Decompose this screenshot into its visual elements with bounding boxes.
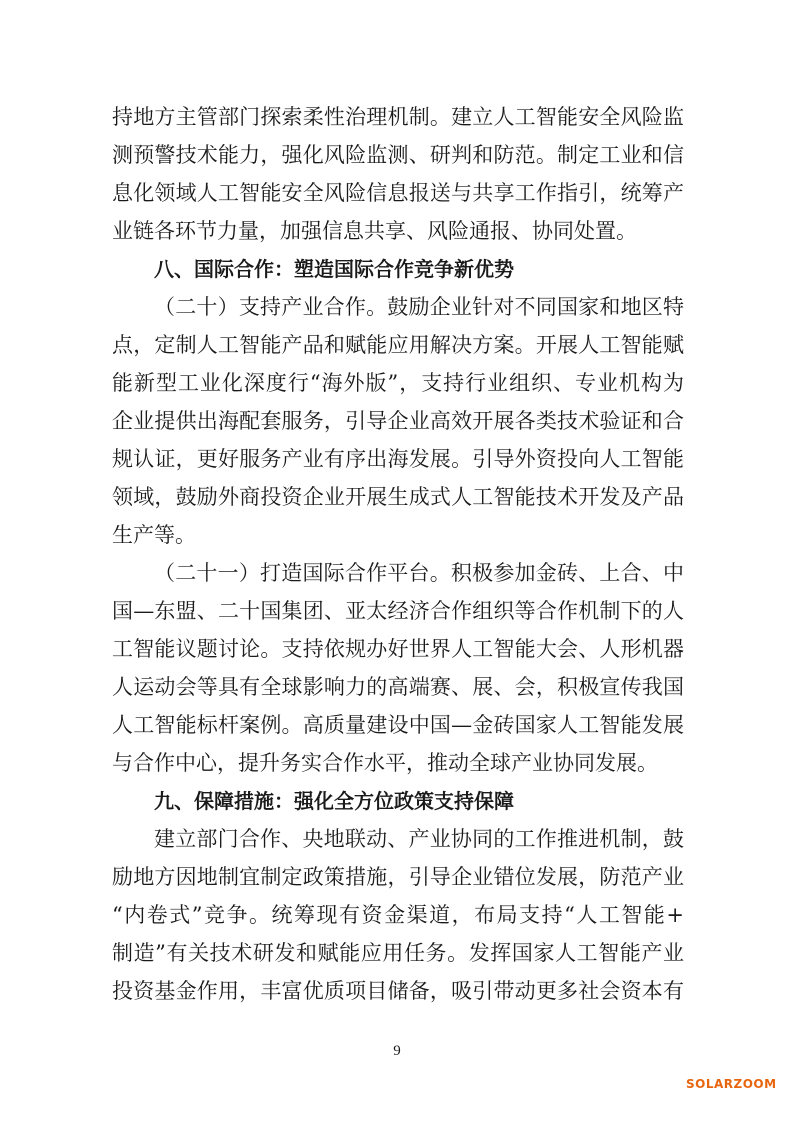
- body-line: （二十一）打造国际合作平台。积极参加金砖、上合、中: [154, 561, 684, 585]
- body-line: 工智能议题讨论。支持依规办好世界人工智能大会、人形机器: [112, 637, 684, 661]
- body-line: “内卷式”竞争。统筹现有资金渠道，布局支持“人工智能+: [112, 903, 684, 927]
- page-number: 9: [393, 1043, 401, 1059]
- section-heading-international-cooperation: 八、国际合作：塑造国际合作竞争新优势: [154, 257, 514, 281]
- body-line: 人运动会等具有全球影响力的高端赛、展、会，积极宣传我国: [112, 675, 684, 699]
- body-line: 持地方主管部门探索柔性治理机制。建立人工智能安全风险监: [112, 105, 684, 129]
- body-line: 息化领域人工智能安全风险信息报送与共享工作指引，统筹产: [112, 181, 684, 205]
- body-line: 国—东盟、二十国集团、亚太经济合作组织等合作机制下的人: [112, 599, 684, 623]
- body-line: 企业提供出海配套服务，引导企业高效开展各类技术验证和合: [112, 409, 684, 433]
- body-line: 投资基金作用，丰富优质项目储备，吸引带动更多社会资本有: [112, 979, 684, 1003]
- body-line: 规认证，更好服务产业有序出海发展。引导外资投向人工智能: [112, 447, 684, 471]
- body-line: 业链各环节力量，加强信息共享、风险通报、协同处置。: [112, 219, 637, 243]
- body-line: 测预警技术能力，强化风险监测、研判和防范。制定工业和信: [112, 143, 684, 167]
- body-line: 励地方因地制宜制定政策措施，引导企业错位发展，防范产业: [112, 865, 684, 889]
- document-body: [112, 98, 684, 1010]
- watermark-logo: SOLARZOOM: [686, 1077, 777, 1091]
- body-line: 人工智能标杆案例。高质量建设中国—金砖国家人工智能发展: [112, 713, 684, 737]
- body-line: 制造”有关技术研发和赋能应用任务。发挥国家人工智能产业: [112, 941, 684, 965]
- body-line: 能新型工业化深度行“海外版”，支持行业组织、专业机构为: [112, 371, 684, 395]
- body-line: （二十）支持产业合作。鼓励企业针对不同国家和地区特: [154, 295, 684, 319]
- body-line: 建立部门合作、央地联动、产业协同的工作推进机制，鼓: [154, 827, 684, 851]
- body-line: 与合作中心，提升务实合作水平，推动全球产业协同发展。: [112, 751, 658, 775]
- body-line: 领域，鼓励外商投资企业开展生成式人工智能技术开发及产品: [112, 485, 684, 509]
- body-line: 生产等。: [112, 523, 196, 547]
- body-line: 点，定制人工智能产品和赋能应用解决方案。开展人工智能赋: [112, 333, 684, 357]
- section-heading-safeguard-measures: 九、保障措施：强化全方位政策支持保障: [154, 789, 514, 813]
